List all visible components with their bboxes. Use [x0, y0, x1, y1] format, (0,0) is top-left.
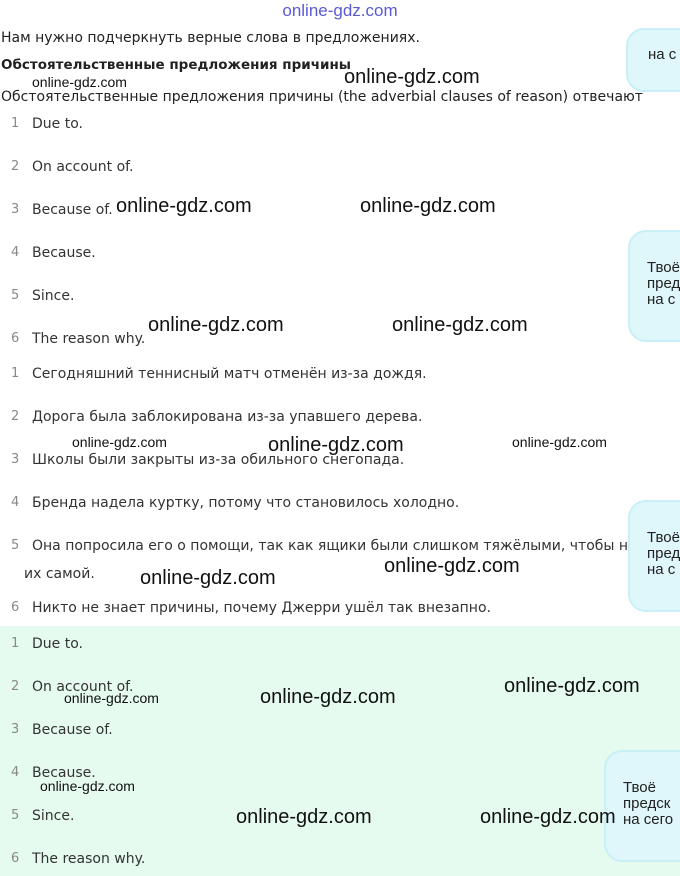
watermark: online-gdz.com — [40, 778, 135, 794]
item-number: 6 — [11, 331, 20, 346]
item-number: 2 — [11, 409, 20, 424]
list-item — [0, 636, 680, 656]
bubble-line: Твоё — [647, 259, 680, 276]
list-item — [0, 495, 680, 515]
item-text: Никто не знает причины, почему Джерри ушёл так внезапно. — [32, 600, 491, 616]
chat-bubble[interactable] — [628, 230, 680, 342]
item-text: Сегодняшний теннисный матч отменён из-за дождя. — [32, 366, 427, 382]
watermark: online-gdz.com — [392, 314, 528, 336]
bubble-line: пред — [647, 545, 680, 562]
watermark: online-gdz.com — [504, 675, 640, 697]
list-item — [0, 366, 680, 386]
list-item — [0, 851, 680, 871]
watermark: online-gdz.com — [344, 66, 480, 88]
section-heading: Обстоятельственные предложения причины — [1, 57, 351, 73]
item-text: Because. — [32, 765, 96, 781]
watermark: online-gdz.com — [236, 806, 372, 828]
intro-definition: Обстоятельственные предложения причины (the adverbial clauses of reason) отвечают — [1, 89, 643, 105]
item-number: 5 — [11, 538, 20, 553]
list-item — [0, 538, 680, 558]
item-text: Because of. — [32, 202, 113, 218]
bubble-line: предск — [623, 795, 671, 812]
item-number: 3 — [11, 452, 20, 467]
top-watermark: online-gdz.com — [282, 1, 398, 20]
watermark: online-gdz.com — [360, 195, 496, 217]
item-text: Дорога была заблокирована из-за упавшего дерева. — [32, 409, 423, 425]
item-number: 4 — [11, 245, 20, 260]
intro-text: Нам нужно подчеркнуть верные слова в предложениях. — [1, 30, 420, 46]
item-text: Because of. — [32, 722, 113, 738]
bubble-line: на с — [647, 561, 676, 578]
item-number: 3 — [11, 722, 20, 737]
item-number: 5 — [11, 808, 20, 823]
answer-panel — [0, 626, 680, 876]
watermark: online-gdz.com — [268, 434, 404, 456]
item-text: The reason why. — [32, 851, 146, 867]
item-text: On account of. — [32, 679, 134, 695]
item-number: 1 — [11, 636, 20, 651]
watermark: online-gdz.com — [32, 74, 127, 90]
watermark: online-gdz.com — [116, 195, 252, 217]
list-item — [0, 288, 680, 308]
item-text: Due to. — [32, 116, 83, 132]
list-item — [0, 600, 680, 620]
item-text: The reason why. — [32, 331, 146, 347]
list-item — [0, 409, 680, 429]
item-number: 2 — [11, 679, 20, 694]
item-number: 6 — [11, 851, 20, 866]
item-text: Она попросила его о помощи, так как ящики были слишком тяжёлыми, чтобы н — [32, 538, 629, 554]
item-continuation: их самой. — [24, 566, 95, 582]
item-text: Due to. — [32, 636, 83, 652]
item-number: 6 — [11, 600, 20, 615]
item-text: On account of. — [32, 159, 134, 175]
list-item — [0, 116, 680, 136]
item-text: Since. — [32, 808, 75, 824]
watermark: online-gdz.com — [260, 686, 396, 708]
bubble-line: Твоё — [623, 779, 656, 796]
list-item — [0, 331, 680, 351]
chat-bubble[interactable] — [626, 28, 680, 92]
item-number: 3 — [11, 202, 20, 217]
watermark: online-gdz.com — [512, 434, 607, 450]
item-number: 4 — [11, 495, 20, 510]
watermark: online-gdz.com — [140, 567, 276, 589]
item-number: 1 — [11, 116, 20, 131]
item-number: 1 — [11, 366, 20, 381]
item-text: Бренда надела куртку, потому что становилось холодно. — [32, 495, 460, 511]
bubble-line: на с — [648, 46, 677, 63]
chat-bubble[interactable] — [628, 500, 680, 612]
watermark: online-gdz.com — [72, 434, 167, 450]
item-text: Since. — [32, 288, 75, 304]
watermark: online-gdz.com — [384, 555, 520, 577]
bubble-line: на с — [647, 291, 676, 308]
item-number: 2 — [11, 159, 20, 174]
watermark: online-gdz.com — [148, 314, 284, 336]
bubble-line: пред — [647, 275, 680, 292]
watermark: online-gdz.com — [480, 806, 616, 828]
list-item — [0, 202, 680, 222]
item-number: 5 — [11, 288, 20, 303]
list-item — [0, 159, 680, 179]
list-item — [0, 722, 680, 742]
item-text: Школы были закрыты из-за обильного снегопада. — [32, 452, 405, 468]
bubble-line: Твоё — [647, 529, 680, 546]
bubble-line: на сего — [623, 811, 674, 828]
item-text: Because. — [32, 245, 96, 261]
watermark: online-gdz.com — [64, 690, 159, 706]
list-item — [0, 245, 680, 265]
item-number: 4 — [11, 765, 20, 780]
